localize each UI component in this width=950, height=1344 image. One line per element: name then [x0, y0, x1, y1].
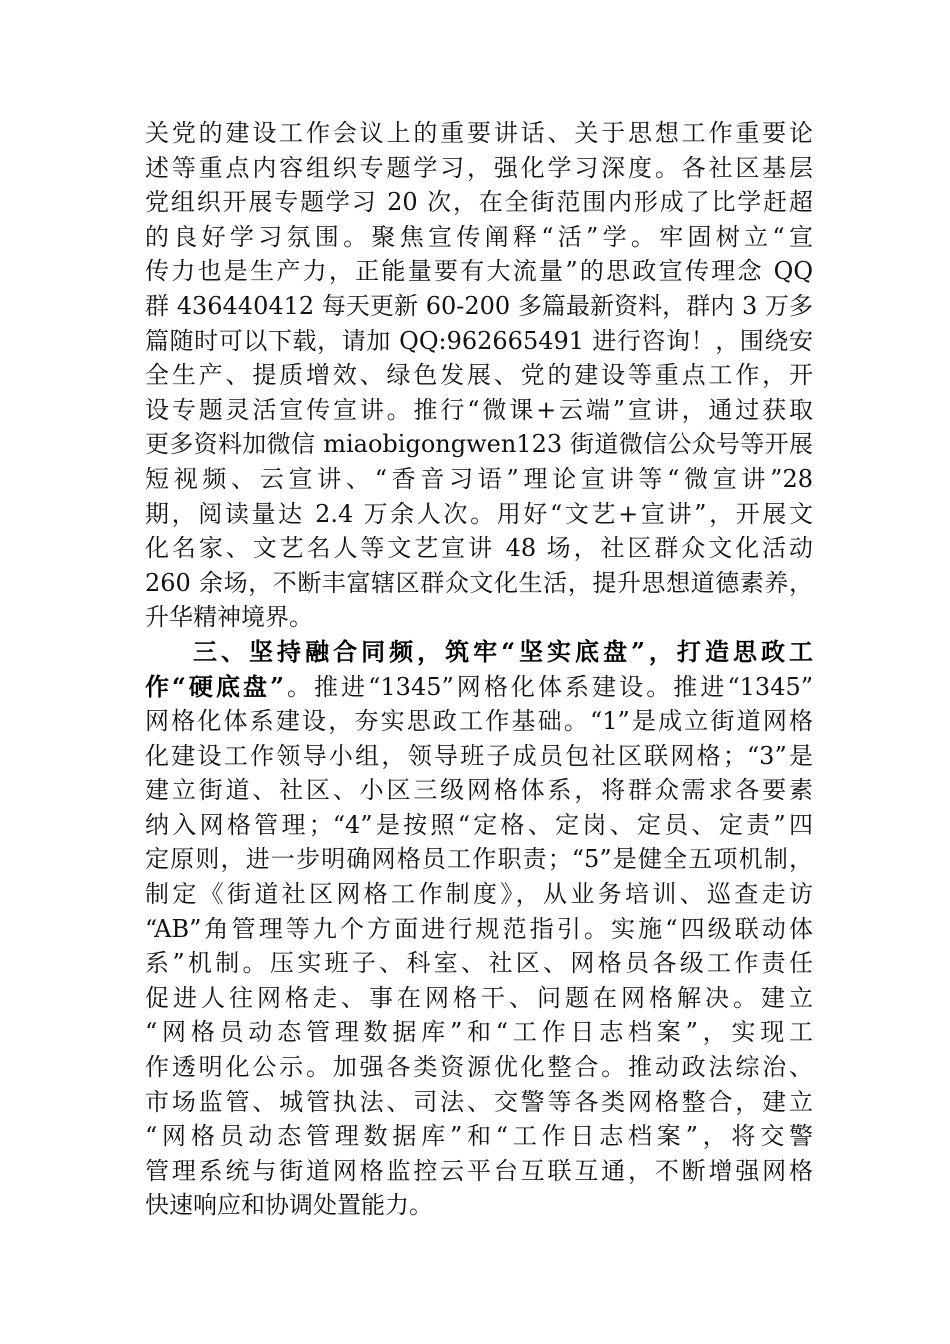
text-line: 篇随时可以下载，请加 QQ:962665491 进行咨询！，围绕安 [145, 326, 813, 355]
text-line: 化名家、文艺名人等文艺宣讲 48 场，社区群众文化活动 [145, 534, 813, 563]
text-line: 设专题灵活宣传宣讲。推行“微课+云端”宣讲，通过获取 [145, 395, 813, 424]
text-span: 。推进“1345”网格化体系建设。推进“1345” [283, 672, 814, 701]
text-line: 短视频、云宣讲、“香音习语”理论宣讲等“微宣讲”28 [145, 464, 813, 493]
text-line: 的良好学习氛围。聚焦宣传阐释“活”学。牢固树立“宣 [145, 222, 813, 251]
text-line: 全生产、提质增效、绿色发展、党的建设等重点工作，开 [145, 361, 813, 390]
text-line: 快速响应和协调处置能力。 [145, 1191, 433, 1220]
text-line: 党组织开展专题学习 20 次，在全街范围内形成了比学赶超 [145, 188, 813, 217]
text-line: 260 余场，不断丰富辖区群众文化生活，提升思想道德素养， [145, 568, 813, 597]
text-line: 期，阅读量达 2.4 万余人次。用好“文艺+宣讲”，开展文 [145, 499, 813, 528]
text-line: “网格员动态管理数据库”和“工作日志档案”，将交警 [145, 1122, 813, 1151]
text-line: 作透明化公示。加强各类资源优化整合。推动政法综治、 [145, 1053, 813, 1082]
text-line: 关党的建设工作会议上的重要讲话、关于思想工作重要论 [145, 119, 813, 147]
section-heading: 三、坚持融合同频，筑牢“坚实底盘”，打造思政工 [193, 636, 813, 666]
text-line: 化建设工作领导小组，领导班子成员包社区联网格；“3”是 [145, 741, 813, 770]
text-line: 促进人往网格走、事在网格干、问题在网格解决。建立 [145, 983, 813, 1012]
text-line: 更多资料加微信 miaobigongwen123 街道微信公众号等开展 [145, 430, 813, 459]
paragraph-2 [145, 635, 813, 1223]
text-line: 管理系统与街道网格监控云平台互联互通，不断增强网格 [145, 1156, 813, 1185]
text-line: 传力也是生产力，正能量要有大流量”的思政宣传理念 QQ [145, 257, 813, 286]
text-line [145, 670, 813, 705]
text-line: 升华精神境界。 [145, 603, 313, 632]
text-line: 述等重点内容组织专题学习，强化学习深度。各社区基层 [145, 153, 813, 182]
text-line: 市场监管、城管执法、司法、交警等各类网格整合，建立 [145, 1087, 813, 1116]
text-line: “网格员动态管理数据库”和“工作日志档案”，实现工 [145, 1018, 813, 1047]
text-line: 制定《街道社区网格工作制度》，从业务培训、巡查走访 [145, 880, 813, 909]
text-line: 系”机制。压实班子、科室、社区、网格员各级工作责任 [145, 949, 813, 978]
text-line: 纳入网格管理；“4”是按照“定格、定岗、定员、定责”四 [145, 810, 813, 839]
document-body [145, 116, 813, 1223]
text-line: 建立街道、社区、小区三级网格体系，将群众需求各要素 [145, 776, 813, 805]
text-line: 群 436440412 每天更新 60-200 多篇最新资料，群内 3 万多 [145, 291, 813, 320]
text-line: 定原则，进一步明确网格员工作职责；“5”是健全五项机制， [145, 845, 813, 874]
section-heading-continuation: 作“硬底盘” [145, 671, 284, 701]
paragraph-1 [145, 116, 813, 635]
text-line: “AB”角管理等九个方面进行规范指引。实施“四级联动体 [145, 914, 813, 943]
text-line: 网格化体系建设，夯实思政工作基础。“1”是成立街道网格 [145, 707, 813, 736]
